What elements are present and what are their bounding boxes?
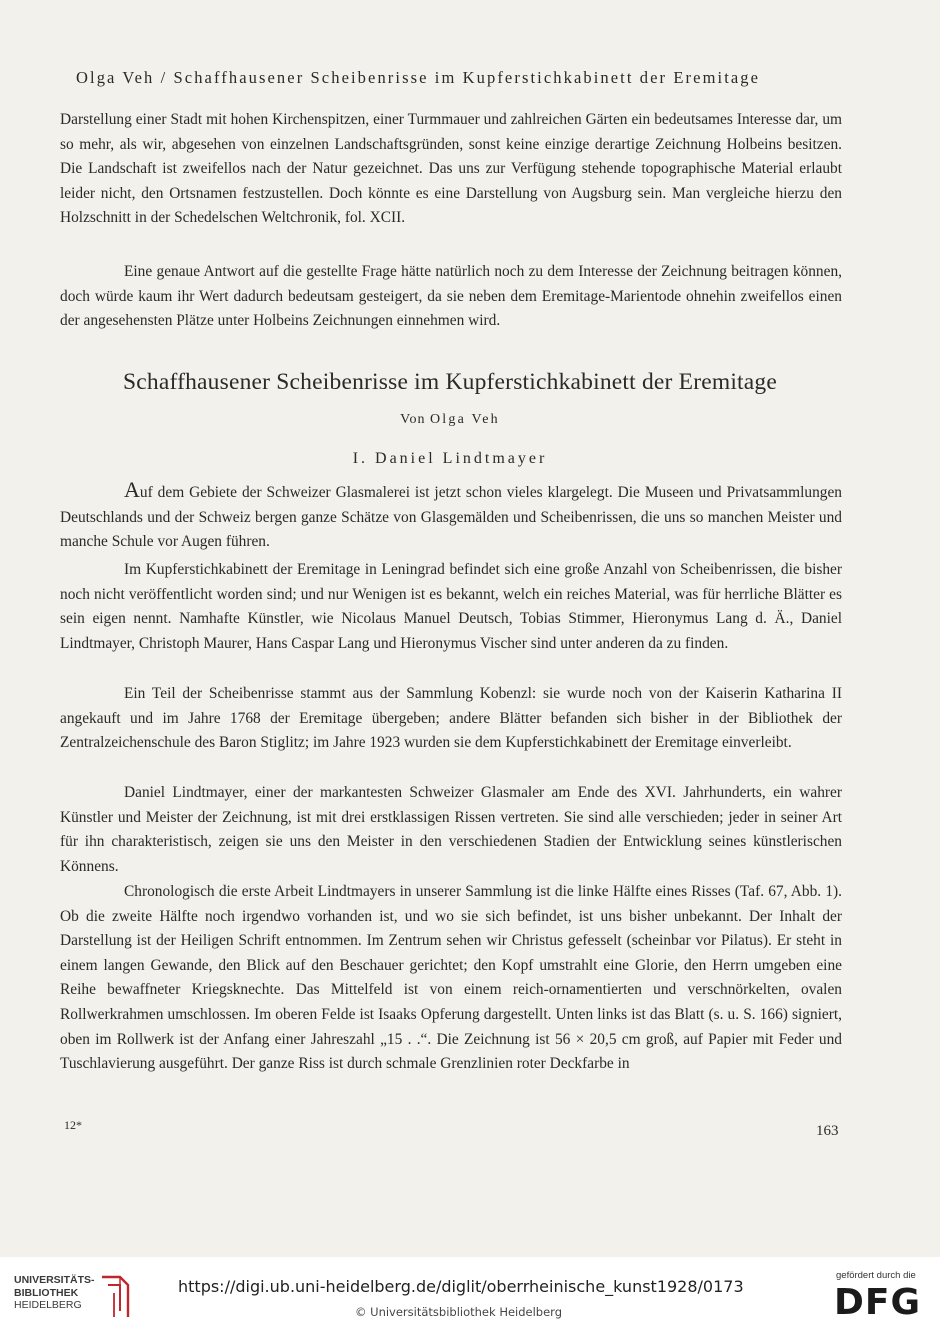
library-name bbox=[14, 1274, 95, 1312]
library-name-line-1: UNIVERSITÄTS- bbox=[14, 1274, 95, 1286]
body-paragraph-1 bbox=[60, 477, 842, 555]
intro-paragraph-1: Darstellung einer Stadt mit hohen Kirchenspitzen, einer Turmmauer und zahlreichen Gärten ein bedeutsames Interesse dar, um so mehr, als wir, abgesehen von einzelnen Landschaftsgründen, sonst keine einzige derartige Zeichnung Holbeins besitzen. Die Landschaft ist zweifellos nach der Natur gezeichnet. Das uns zur Verfügung stehende topographische Material erlaubt leider nicht, den Ortsnamen festzustellen. Doch könnte es eine Darstellung von Augsburg sein. Man vergleiche hierzu den Holzschnitt in der Schedelschen Weltchronik, fol. XCII. bbox=[60, 111, 842, 227]
paragraph-1-text: uf dem Gebiete der Schweizer Glasmalerei ist jetzt schon vieles klargelegt. Die Museen und Privatsammlungen Deutschlands und der Schweiz bergen ganze Schätze von Glasgemälden und Scheibenrissen, die uns so manchen Meister und manche Schule vor Augen führen. bbox=[60, 484, 842, 551]
running-head: Olga Veh / Schaffhausener Scheibenrisse im Kupferstichkabinett der Eremitage bbox=[76, 68, 761, 87]
body-paragraph-5: Chronologisch die erste Arbeit Lindtmayers in unserer Sammlung ist die linke Hälfte eines Risses (Taf. 67, Abb. 1). Ob die zweite Hälfte noch irgendwo vorhanden ist, und wo sie sich befindet, ist uns bisher unbekannt. Der Inhalt der Darstellung ist der Heiligen Schrift entnommen. Im Zentrum sehen wir Christus gefesselt (scheinbar vor Pilatus). Er steht in einem langen Gewande, den Blick auf den Beschauer gerichtet; den Kopf umstrahlt eine Glorie, den Herrn umgeben eine Reihe bewaffneter Kriegsknechte. Das Mittelfeld ist von einem reich-ornamentierten und verschnörkelten, ovalen Rollwerkrahmen umschlossen. Im oberen Felde ist Isaaks Opferung dargestellt. Unten links ist das Blatt (s. u. S. 166) signiert, oben im Rollwerk ist der Anfang einer Jahreszahl „15 . .“. Die Zeichnung ist 56 × 20,5 cm groß, auf Papier mit Feder und Tuschlavierung ausgeführt. Der ganze Riss ist durch schmale Grenzlinien roter Deckfarbe in bbox=[60, 883, 842, 1073]
permalink-url[interactable]: https://digi.ub.uni-heidelberg.de/diglit/oberrheinische_kunst1928/0173 bbox=[178, 1277, 744, 1296]
sponsor-text: gefördert durch die bbox=[836, 1270, 916, 1281]
university-library-logo[interactable] bbox=[14, 1271, 134, 1321]
byline-author: Olga Veh bbox=[429, 412, 500, 427]
library-name-line-3: HEIDELBERG bbox=[14, 1299, 82, 1311]
dfg-logo[interactable]: DFG bbox=[834, 1282, 922, 1323]
signature-mark: 12* bbox=[64, 1118, 82, 1132]
byline bbox=[0, 412, 900, 428]
body-paragraph-4: Daniel Lindtmayer, einer der markantesten Schweizer Glasmaler am Ende des XVI. Jahrhunderts, ein wahrer Künstler und Meister der Zeichnung, ist mit drei erstklassigen Rissen vertreten. Sie sind alle verschieden; jeder in seiner Art für ihn charakteristisch, zeigen sie uns den Meister in den verschiedenen Stadien der Entwicklung seines künstlerischen Könnens. bbox=[60, 784, 842, 875]
article-title: Schaffhausener Scheibenrisse im Kupferstichkabinett der Eremitage bbox=[122, 369, 778, 395]
copyright-notice: © Universitätsbibliothek Heidelberg bbox=[355, 1305, 563, 1319]
intro-paragraph-2: Eine genaue Antwort auf die gestellte Frage hätte natürlich noch zu dem Interesse der Zeichnung beitragen können, doch würde kaum ihr Wert dadurch bedeutsam gesteigert, da sie neben dem Eremitage-Marientode ohnehin zweifellos einen der angesehensten Plätze unter Holbeins Zeichnungen einnehmen wird. bbox=[60, 263, 842, 330]
library-name-line-2: BIBLIOTHEK bbox=[14, 1286, 79, 1299]
body-paragraph-2: Im Kupferstichkabinett der Eremitage in Leningrad befindet sich eine große Anzahl von Scheibenrissen, die bisher noch nicht veröffentlicht worden sind; und nur Wenigen ist es bekannt, welch ein reiches Material, was für herrliche Blätter es sein eigen nennt. Namhafte Künstler, wie Nicolaus Manuel Deutsch, Tobias Stimmer, Hieronymus Lang d. Ä., Daniel Lindtmayer, Christoph Maurer, Hans Caspar Lang und Hieronymus Vischer sind unter anderen da zu finden. bbox=[60, 561, 842, 652]
body-paragraph-3: Ein Teil der Scheibenrisse stammt aus der Sammlung Kobenzl: sie wurde noch von der Kaiserin Katharina II angekauft und im Jahre 1768 der Eremitage übergeben; andere Blätter befanden sich bisher in der Bibliothek der Zentralzeichenschule des Baron Stiglitz; im Jahre 1923 wurden sie dem Kupferstichkabinett der Eremitage einverleibt. bbox=[60, 685, 842, 752]
drop-letter: A bbox=[124, 477, 140, 502]
library-emblem-icon bbox=[94, 1271, 142, 1321]
page-number: 163 bbox=[816, 1123, 839, 1139]
section-heading: I. Daniel Lindtmayer bbox=[352, 450, 548, 467]
byline-prefix: Von bbox=[400, 412, 426, 427]
